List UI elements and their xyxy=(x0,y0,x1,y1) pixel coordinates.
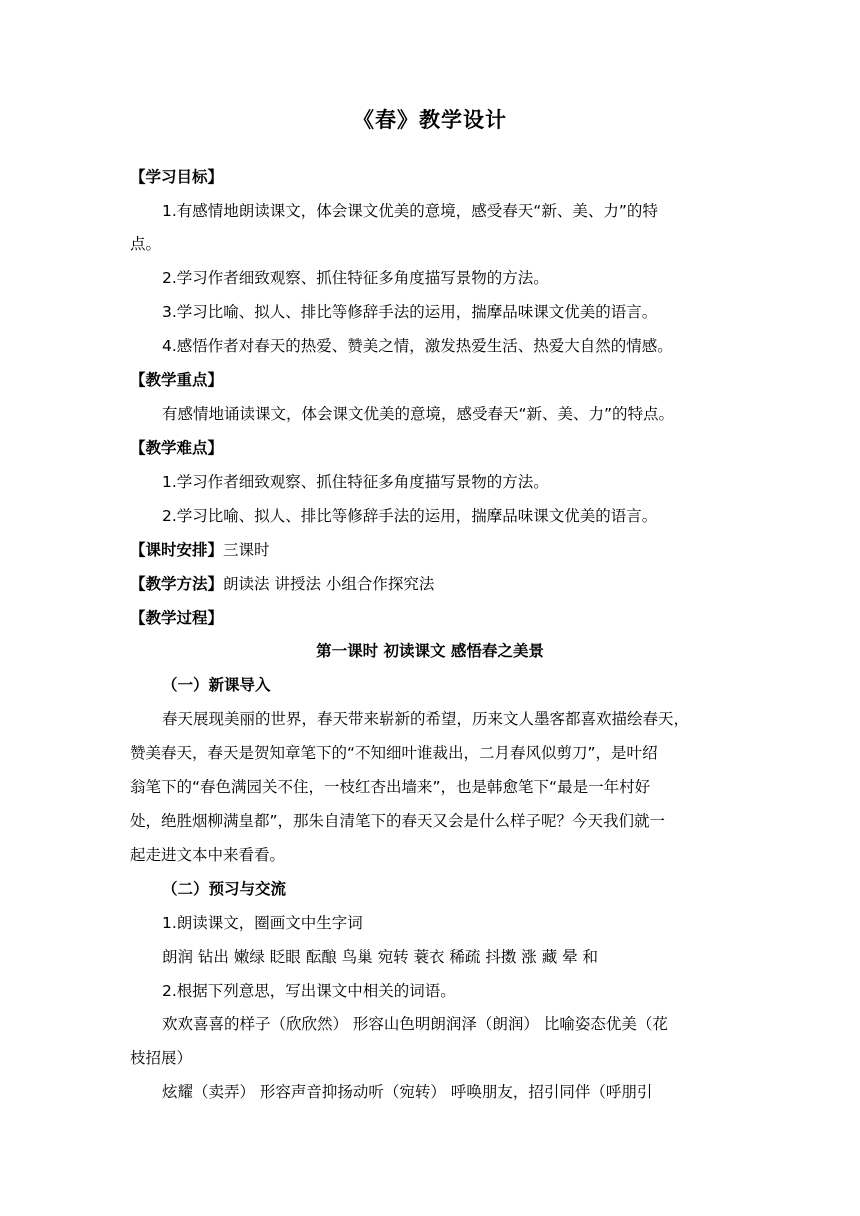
intro-para-line-5: 起走进文本中来看看。 xyxy=(130,846,286,864)
schedule-row xyxy=(130,539,270,561)
key-point-text: 有感情地诵读课文，体会课文优美的意境，感受春天“新、美、力”的特点。 xyxy=(162,405,675,423)
schedule-value: 三课时 xyxy=(223,541,270,559)
section-introduction: （一）新课导入 xyxy=(162,676,271,694)
intro-para-line-1: 春天展现美丽的世界，春天带来崭新的希望，历来文人墨客都喜欢描绘春天， xyxy=(162,710,690,728)
preview-item-2: 2.根据下列意思，写出课文中相关的词语。 xyxy=(162,982,456,1000)
intro-para-line-4: 处，绝胜烟柳满皇都”，那朱自清笔下的春天又会是什么样子呢？今天我们就一 xyxy=(130,812,666,830)
document-title: 《春》教学设计 xyxy=(353,108,507,132)
difficulty-2: 2.学习比喻、拟人、排比等修辞手法的运用，揣摩品味课文优美的语言。 xyxy=(162,507,658,525)
difficulty-1: 1.学习作者细致观察、抓住特征多角度描写景物的方法。 xyxy=(162,473,549,491)
word-meanings-line-3: 炫耀（卖弄） 形容声音抑扬动听（宛转） 呼唤朋友，招引同伴（呼朋引 xyxy=(162,1083,653,1101)
methods-value: 朗读法 讲授法 小组合作探究法 xyxy=(223,575,435,593)
goal-2: 2.学习作者细致观察、抓住特征多角度描写景物的方法。 xyxy=(162,269,549,287)
heading-key-points: 【教学重点】 xyxy=(130,371,224,389)
lesson-1-title: 第一课时 初读课文 感悟春之美景 xyxy=(316,642,544,660)
intro-para-line-2: 赞美春天，春天是贺知章笔下的“不知细叶谁裁出，二月春风似剪刀”，是叶绍 xyxy=(130,744,658,762)
intro-para-line-3: 翁笔下的“春色满园关不住，一枝红杏出墙来”，也是韩愈笔下“最是一年村好 xyxy=(130,778,651,796)
heading-process: 【教学过程】 xyxy=(130,609,224,627)
word-meanings-line-2: 枝招展） xyxy=(130,1049,193,1067)
heading-difficulties: 【教学难点】 xyxy=(130,439,224,457)
word-meanings-line-1: 欢欢喜喜的样子（欣欣然） 形容山色明朗润泽（朗润） 比喻姿态优美（花 xyxy=(162,1015,668,1033)
goal-4: 4.感悟作者对春天的热爱、赞美之情，激发热爱生活、热爱大自然的情感。 xyxy=(162,337,673,355)
goal-1-cont: 点。 xyxy=(130,235,162,253)
goal-1: 1.有感情地朗读课文，体会课文优美的意境，感受春天“新、美、力”的特 xyxy=(162,202,658,220)
vocab-list: 朗润 钻出 嫩绿 眨眼 酝酿 鸟巢 宛转 蓑衣 稀疏 抖擞 涨 藏 晕 和 xyxy=(162,948,599,966)
method-row xyxy=(130,573,434,595)
preview-item-1: 1.朗读课文，圈画文中生字词 xyxy=(162,914,363,932)
section-preview: （二）预习与交流 xyxy=(162,880,287,898)
goal-3: 3.学习比喻、拟人、排比等修辞手法的运用，揣摩品味课文优美的语言。 xyxy=(162,303,658,321)
heading-schedule: 【课时安排】 xyxy=(130,541,224,559)
heading-methods: 【教学方法】 xyxy=(130,575,224,593)
heading-learning-goals: 【学习目标】 xyxy=(130,168,224,186)
